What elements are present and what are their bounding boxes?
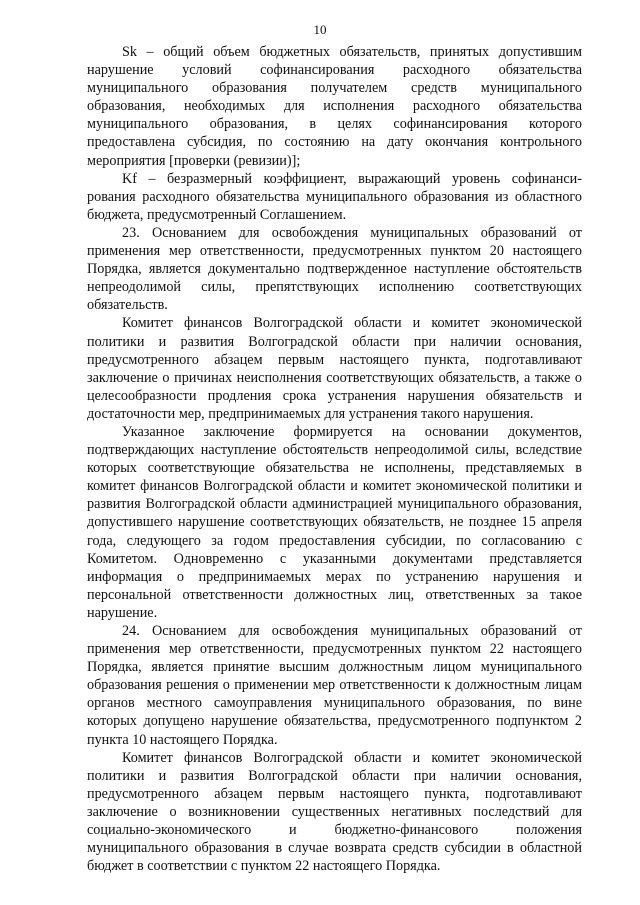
document-body [87, 43, 582, 875]
paragraph-conclusion-basis: Указанное заключение формируется на основании документов, подтверждающих наступление обстоятельств непреодолимой силы, вследствие которых соответствующие обязательства не исполнены, представляемых в комитет финансов Волгоградской области и комитет экономической политики и развития Волгоградской области администрацией муниципального образования, допустившего нарушение соответствующих обязательств, не позднее 15 апреля года, следующего за годом предоставления субсидии, по согласованию с Комитетом. Одновременно с указанными документами представляется информация о предпринимаемых мерах по устранению нарушения и персональной ответственности должностных лиц, ответственных за такое нарушение. [87, 423, 582, 621]
paragraph-committee-consequences: Комитет финансов Волгоградской области и комитет экономической политики и развития Волгоградской области при наличии основания, предусмотренного абзацем первым настоящего пункта, подготавливают заключение о возникновении существенных негативных последствий для социально-экономического и бюджетно-финансового положения муниципального образования в случае возврата средств субсидии в областной бюджет в соответствии с пунктом 22 настоящего Порядка. [87, 749, 582, 875]
paragraph-sk-definition: Sk – общий объем бюджетных обязательств, принятых допустившим нарушение условий софинансирования расходного обязательства муниципального образования получателем средств муниципального образования, необходимых для исполнения расходного обязательства муниципального образования, в целях софинансирования которого предоставлена субсидия, по состоянию на дату окончания контрольного мероприятия [проверки (ревизии)]; [87, 44, 582, 169]
paragraph-item-23: 23. Основанием для освобождения муниципальных образований от применения мер ответственности, предусмотренных пунктом 20 настоящего Порядка, является документально подтвержденное наступление обстоятельств непреодолимой силы, препятствующих исполнению соответствующих обязательств. [87, 224, 582, 314]
paragraph-committee-conclusion: Комитет финансов Волгоградской области и комитет экономической политики и развития Волгоградской области при наличии основания, предусмотренного абзацем первым настоящего пункта, подготавливают заключение о причинах неисполнения соответствующих обязательств, а также о целесообразности продления срока устранения нарушения обязательств и достаточности мер, предпринимаемых для устранения такого нарушения. [87, 315, 582, 422]
page-number: 10 [313, 22, 327, 37]
paragraph-item-24: 24. Основанием для освобождения муниципальных образований от применения мер ответственности, предусмотренных пунктом 22 настоящего Порядка, является принятие высшим должностным лицом муниципального образования решения о применении мер ответственности к должностным лицам органов местного самоуправления муниципального образования, по вине которых допущено нарушение обязательства, предусмотренного подпунктом 2 пункта 10 настоящего Порядка. [87, 623, 582, 748]
paragraph-kf-definition: Kf – безразмерный коэффициент, выражающий уровень софинанси-рования расходного обязательства муниципального образования из областного бюджета, предусмотренный Соглашением. [87, 170, 582, 223]
